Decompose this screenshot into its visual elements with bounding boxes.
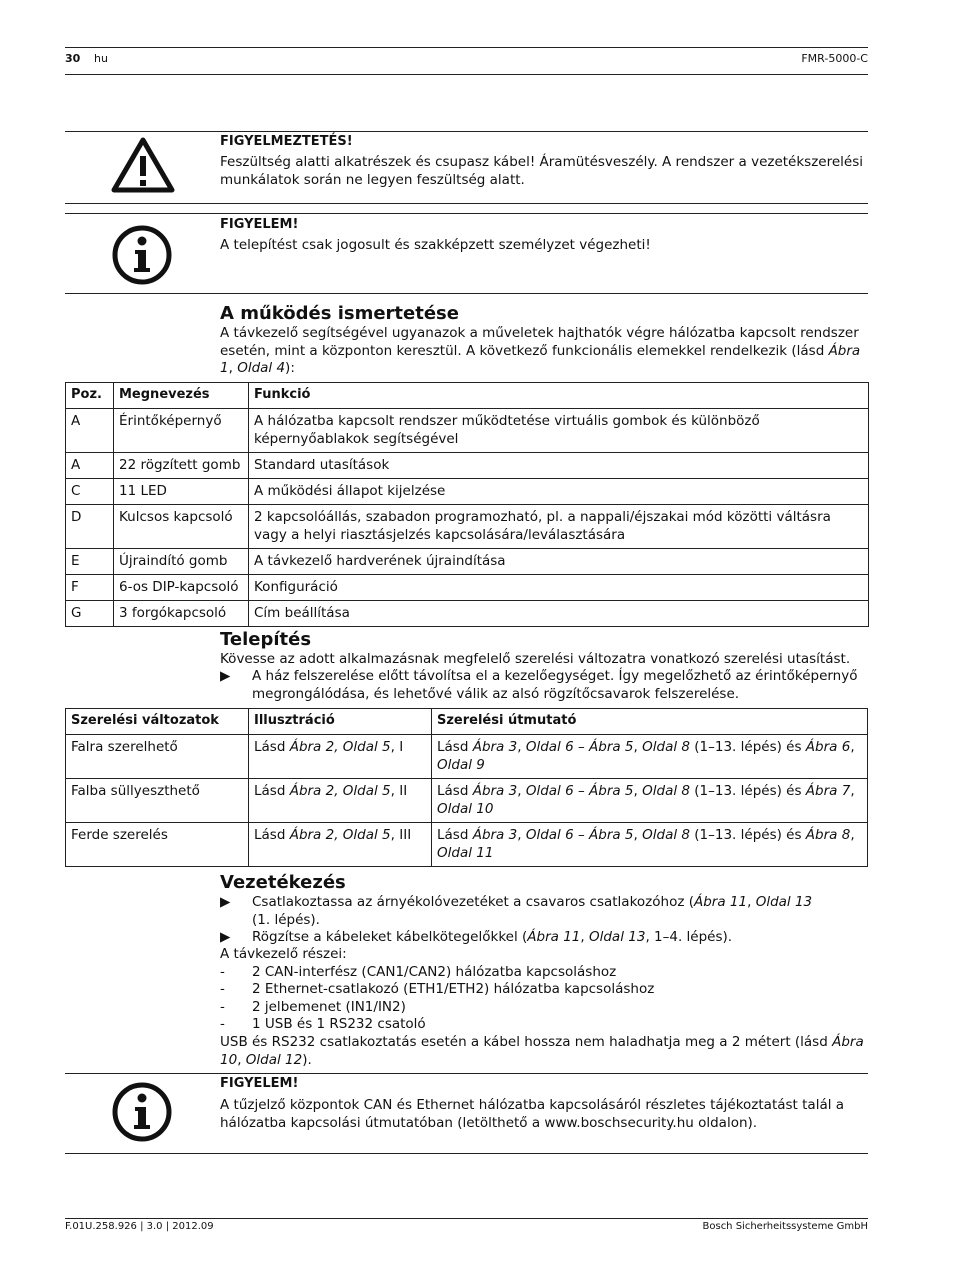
function-cell: A távkezelő hardverének újraindítása (249, 549, 869, 575)
cell-text: Lásd (254, 739, 290, 755)
dash-marker: - (220, 1016, 225, 1032)
part-text: 1 USB és 1 RS232 csatoló (252, 1016, 426, 1032)
page-ref: Oldal 4 (237, 360, 286, 376)
bullet-arrow-icon: ▶ (220, 929, 231, 945)
notice-top-rule (65, 213, 868, 214)
company-name: Bosch Sicherheitssysteme GmbH (702, 1221, 868, 1232)
bullet-text: Rögzítse a kábeleket kábelkötegelőkkel ( (252, 929, 528, 945)
intro-text: A távkezelő segítségével ugyanazok a műveletek hajthatók végre hálózatba kapcsolt rendszer esetén, mint a központon keresztül. A következő funkcionális elemekkel rendelkezik (lásd (220, 325, 859, 359)
notice-bottom-rule (65, 1153, 868, 1154)
reference: Ábra 7 (805, 783, 851, 799)
notice-text: A telepítést csak jogosult és szakképzett személyzet végezheti! (220, 237, 651, 253)
function-cell: Konfiguráció (249, 575, 869, 601)
variant-cell: Ferde szerelés (66, 823, 249, 867)
cell-text: , (517, 739, 526, 755)
warning-triangle-icon (110, 136, 176, 194)
page-ref: Oldal 12 (245, 1051, 303, 1068)
figure-ref: Ábra 1 (220, 342, 861, 376)
parts-list-item (220, 964, 868, 982)
ref-separator: , (228, 360, 238, 376)
name-cell: Újraindító gomb (114, 549, 249, 575)
table-row (66, 575, 869, 601)
reference: Ábra 3 (472, 739, 518, 755)
page-number: 30 (65, 52, 81, 65)
name-cell: 3 forgókapcsoló (114, 601, 249, 627)
notice-title: FIGYELEM! (220, 1076, 299, 1091)
ref-end: ): (285, 360, 295, 376)
name-cell: Kulcsos kapcsoló (114, 505, 249, 549)
warning-top-rule (65, 131, 868, 132)
position-cell: A (66, 409, 114, 453)
footer-rule (65, 1218, 868, 1219)
column-header: Szerelési változatok (66, 709, 249, 735)
illustration-cell (249, 735, 432, 779)
reference: Ábra 3 (472, 783, 518, 799)
warning-bottom-rule (65, 203, 868, 204)
bullet-arrow-icon: ▶ (220, 894, 231, 910)
cell-text: , (517, 783, 526, 799)
guide-cell (432, 735, 868, 779)
cell-text: Lásd (437, 783, 473, 799)
cell-text: Lásd (437, 739, 473, 755)
bullet-arrow-icon: ▶ (220, 668, 231, 684)
function-table (65, 382, 869, 627)
reference: Oldal 8 (642, 783, 690, 799)
reference: Ábra 5 (589, 783, 634, 799)
table-row (66, 479, 869, 505)
parts-intro: A távkezelő részei: (220, 946, 347, 962)
cell-text: , II (390, 783, 408, 799)
mounting-table (65, 708, 868, 867)
figure-ref: Ábra 11 (527, 929, 581, 945)
name-cell: 6-os DIP-kapcsoló (114, 575, 249, 601)
table-row (66, 601, 869, 627)
reference: Oldal 6 (525, 739, 574, 755)
table-row (66, 505, 869, 549)
document-id: F.01U.258.926 | 3.0 | 2012.09 (65, 1221, 214, 1232)
function-cell: 2 kapcsolóállás, szabadon programozható, pl. a nappali/éjszakai mód közötti váltásra vagy a helyi riasztásjelzés kapcsolására/leválasztására (249, 505, 869, 549)
part-text: 2 Ethernet-csatlakozó (ETH1/ETH2) hálózatba kapcsoláshoz (252, 981, 655, 997)
section-title-installation: Telepítés (220, 629, 312, 650)
cell-text: (1–13. lépés) és (689, 739, 806, 755)
table-row (66, 409, 869, 453)
cell-text: , (633, 739, 643, 755)
reference: Oldal 11 (437, 845, 494, 861)
cell-text: – (573, 827, 590, 843)
reference: Oldal 9 (437, 757, 485, 773)
reference: Ábra 6 (805, 739, 851, 755)
guide-cell (432, 823, 868, 867)
bullet-text: Csatlakoztassa az árnyékolóvezetéket a csavaros csatlakozóhoz ( (252, 894, 694, 910)
cable-length-note (220, 1034, 868, 1069)
reference: Oldal 6 (525, 783, 574, 799)
parts-list-item (220, 1016, 868, 1034)
reference: Ábra 5 (589, 827, 634, 843)
cell-text: , (633, 783, 643, 799)
dash-marker: - (220, 964, 225, 980)
function-cell: A működési állapot kijelzése (249, 479, 869, 505)
warning-title: FIGYELMEZTETÉS! (220, 134, 353, 149)
illustration-cell (249, 779, 432, 823)
table-row (66, 549, 869, 575)
name-cell: 22 rögzített gomb (114, 453, 249, 479)
table-row (66, 453, 869, 479)
table-row (66, 823, 868, 867)
page-ref: Oldal 13 (588, 929, 646, 945)
cell-text: – (573, 783, 590, 799)
reference: Oldal 6 (525, 827, 574, 843)
section-intro-operation (220, 325, 868, 378)
note-text: USB és RS232 csatlakoztatás esetén a kábel hossza nem haladhatja meg a 2 métert (lásd (220, 1034, 828, 1050)
cell-text: Lásd (437, 827, 473, 843)
cell-text: , (633, 827, 643, 843)
function-cell: A hálózatba kapcsolt rendszer működtetése virtuális gombok és különböző képernyőablakok segítségével (249, 409, 869, 453)
reference: Ábra 5 (589, 739, 634, 755)
cell-text: , (850, 739, 855, 755)
header-top-rule (65, 47, 868, 48)
cell-text: , I (390, 739, 404, 755)
dash-marker: - (220, 999, 225, 1015)
language-code: hu (94, 52, 108, 65)
ref-end: ). (302, 1051, 312, 1068)
position-cell: D (66, 505, 114, 549)
ref-separator: , (747, 894, 756, 910)
bullet-text-end: (1. lépés). (252, 911, 320, 928)
installation-bullet (220, 668, 868, 703)
ref-separator: , (580, 929, 589, 945)
reference: Oldal 8 (642, 739, 690, 755)
reference: Oldal 8 (642, 827, 690, 843)
column-header: Poz. (66, 383, 114, 409)
notice-text: A tűzjelző központok CAN és Ethernet hálózatba kapcsolásáról részletes tájékoztatást talál a hálózatba kapcsolási útmutatóban (letölthető a www.boschsecurity.hu oldalon). (220, 1097, 845, 1131)
page-ref: Oldal 13 (755, 894, 813, 910)
cell-text: , III (390, 827, 412, 843)
illustration-cell (249, 823, 432, 867)
table-row (66, 779, 868, 823)
parts-list-item (220, 999, 868, 1017)
table-header-row (66, 709, 868, 735)
dash-marker: - (220, 981, 225, 997)
cell-text: – (573, 739, 590, 755)
bullet-text-end: , 1–4. lépés). (645, 929, 733, 945)
figure-ref: Ábra 2, Oldal 5 (289, 827, 391, 843)
notice-top-rule (65, 1073, 868, 1074)
section-title-operation: A működés ismertetése (220, 303, 459, 324)
column-header: Megnevezés (114, 383, 249, 409)
info-icon (111, 224, 173, 286)
column-header: Funkció (249, 383, 869, 409)
section-intro-installation: Kövesse az adott alkalmazásnak megfelelő szerelési változatra vonatkozó szerelési utasítást. (220, 651, 851, 667)
info-icon (111, 1081, 173, 1143)
variant-cell: Falba süllyeszthető (66, 779, 249, 823)
figure-ref: Ábra 10 (220, 1034, 864, 1068)
reference: Oldal 10 (437, 801, 494, 817)
notice-title: FIGYELEM! (220, 217, 299, 232)
notice-bottom-rule (65, 293, 868, 294)
table-row (66, 735, 868, 779)
reference: Ábra 3 (472, 827, 518, 843)
wiring-bullet-2 (220, 929, 868, 947)
cell-text: Lásd (254, 827, 290, 843)
figure-ref: Ábra 2, Oldal 5 (289, 783, 391, 799)
parts-list-item (220, 981, 868, 999)
ref-separator: , (237, 1051, 246, 1068)
reference: Ábra 8 (805, 827, 851, 843)
cell-text: (1–13. lépés) és (689, 827, 806, 843)
product-name: FMR-5000-C (801, 52, 868, 65)
header-bottom-rule (65, 74, 868, 75)
name-cell: Érintőképernyő (114, 409, 249, 453)
position-cell: G (66, 601, 114, 627)
warning-text: Feszültség alatti alkatrészek és csupasz kábel! Áramütésveszély. A rendszer a vezetékszerelési munkálatok során ne legyen feszültség alatt. (220, 154, 864, 188)
part-text: 2 jelbemenet (IN1/IN2) (252, 999, 406, 1015)
function-cell: Cím beállítása (249, 601, 869, 627)
cell-text: , (517, 827, 526, 843)
wiring-bullet-1 (220, 894, 868, 929)
cell-text: Lásd (254, 783, 290, 799)
position-cell: E (66, 549, 114, 575)
cell-text: (1–13. lépés) és (689, 783, 806, 799)
table-header-row (66, 383, 869, 409)
variant-cell: Falra szerelhető (66, 735, 249, 779)
column-header: Szerelési útmutató (432, 709, 868, 735)
figure-ref: Ábra 11 (693, 894, 748, 910)
position-cell: F (66, 575, 114, 601)
cell-text: , (850, 827, 855, 843)
position-cell: C (66, 479, 114, 505)
position-cell: A (66, 453, 114, 479)
part-text: 2 CAN-interfész (CAN1/CAN2) hálózatba kapcsoláshoz (252, 964, 617, 980)
cell-text: , (850, 783, 855, 799)
name-cell: 11 LED (114, 479, 249, 505)
section-title-wiring: Vezetékezés (220, 872, 346, 893)
guide-cell (432, 779, 868, 823)
bullet-text: A ház felszerelése előtt távolítsa el a kezelőegységet. Így megelőzhető az érintőképernyő megrongálódása, és lehetővé válik az alsó rögzítőcsavarok felszerelése. (252, 668, 858, 702)
figure-ref: Ábra 2, Oldal 5 (289, 739, 391, 755)
column-header: Illusztráció (249, 709, 432, 735)
function-cell: Standard utasítások (249, 453, 869, 479)
